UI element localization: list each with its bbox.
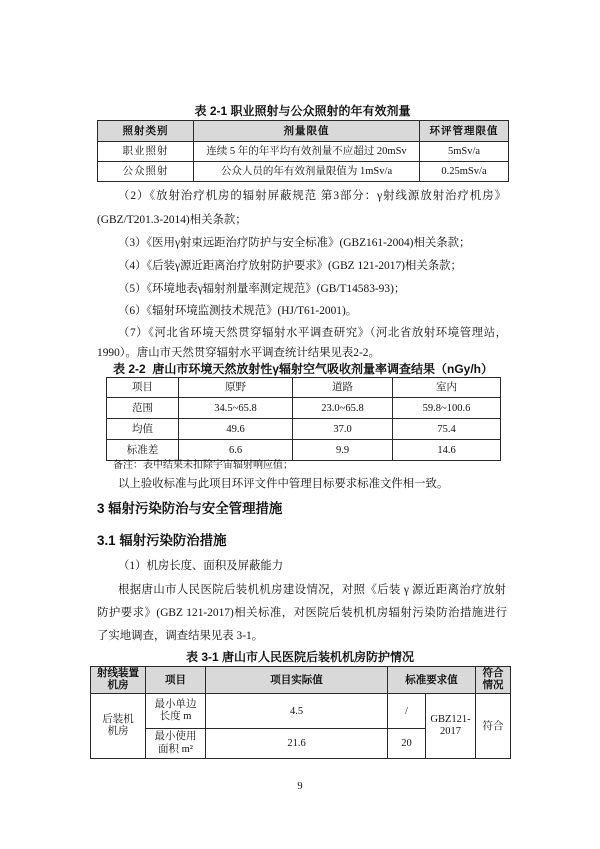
cell-item	[146, 694, 206, 729]
table-row	[98, 142, 509, 162]
header-field: 原野	[179, 378, 293, 398]
cell-item	[146, 729, 206, 759]
header-compliance	[476, 667, 511, 694]
item-1-title: （1）机房长度、面积及屏蔽能力	[118, 560, 284, 572]
cell-compliance: 符合	[476, 694, 511, 759]
cell-eia-limit: 5mSv/a	[420, 142, 509, 162]
header-item: 项目	[107, 378, 179, 398]
reference-line: （5）《环境地表γ辐射剂量率测定规范》(GB/T14583-93)；	[118, 283, 406, 295]
section-3-1-heading: 3.1 辐射污染防治措施	[97, 533, 227, 548]
header-dose-limit: 剂量限值	[194, 121, 420, 142]
header-exposure-category: 照射类别	[98, 121, 194, 142]
table-2-2-body	[107, 378, 501, 461]
table-3-1-body	[91, 667, 511, 759]
table-2-1-caption: 表 2-1 职业照射与公众照射的年有效剂量	[194, 104, 411, 118]
reference-line: （3）《医用γ射束远距治疗防护与安全标准》(GBZ161-2004)相关条款；	[118, 237, 471, 249]
cell-indoor: 59.8~100.6	[393, 398, 501, 419]
paragraph-line: 防护要求》(GBZ 121-2017)相关标准，对医院后装机机房辐射污染防治措施进行	[97, 607, 507, 619]
page-number: 9	[297, 781, 303, 792]
cell-device-room	[91, 694, 146, 759]
cell-item-line: 长度 m	[159, 711, 192, 722]
cell-device-room-line: 机房	[107, 726, 129, 737]
cell-indoor: 14.6	[393, 440, 501, 461]
header-actual-value: 项目实际值	[206, 667, 388, 694]
table-2-1	[97, 120, 509, 182]
section-3-heading: 3 辐射污染防治与安全管理措施	[97, 501, 283, 516]
cell-actual-value: 21.6	[206, 729, 388, 759]
paragraph-line: 根据唐山市人民医院后装机机房建设情况，对照《后装 γ 源近距离治疗放射	[118, 584, 506, 596]
table-3-1-header-row	[91, 667, 511, 694]
cell-indoor: 75.4	[393, 419, 501, 440]
cell-field: 49.6	[179, 419, 293, 440]
table-row	[107, 440, 501, 461]
header-indoor: 室内	[393, 378, 501, 398]
acceptance-statement: 以上验收标准与此项目环评文件中管理目标要求标准文件相一致。	[118, 478, 449, 490]
table-3-1	[90, 666, 511, 759]
cell-standard	[426, 694, 476, 759]
table-2-2	[106, 377, 501, 461]
header-item: 项目	[146, 667, 206, 694]
cell-dose-limit: 连续 5 年的年平均有效剂量不应超过 20mSv	[194, 142, 420, 162]
reference-line: 1990）。唐山市天然贯穿辐射水平调查统计结果见表2-2。	[97, 347, 380, 359]
cell-item-line: 最小使用	[154, 731, 197, 742]
cell-item: 均值	[107, 419, 179, 440]
header-device-room	[91, 667, 146, 694]
cell-road: 23.0~65.8	[293, 398, 393, 419]
header-compliance-line: 情况	[482, 680, 504, 691]
header-road: 道路	[293, 378, 393, 398]
table-3-1-caption: 表 3-1 唐山市人民医院后装机机房防护情况	[185, 650, 414, 664]
cell-road: 37.0	[293, 419, 393, 440]
cell-item: 标准差	[107, 440, 179, 461]
cell-required-value: 20	[388, 729, 426, 759]
reference-line: （4）《后装γ源近距离治疗放射防护要求》(GBZ 121-2017)相关条款；	[118, 260, 462, 272]
table-2-2-header-row	[107, 378, 501, 398]
reference-line: （6）《辐射环境监测技术规范》(HJ/T61-2001)。	[118, 305, 358, 317]
reference-line: （2）《放射治疗机房的辐射屏蔽规范 第3部分：γ射线源放射治疗机房》	[118, 190, 506, 202]
header-device-room-line: 机房	[107, 680, 129, 691]
table-2-1-body	[98, 121, 509, 182]
table-row	[107, 419, 501, 440]
table-row	[91, 694, 511, 729]
header-device-room-line: 射线装置	[97, 667, 139, 679]
reference-line: (GBZ/T201.3-2014)相关条款；	[97, 214, 247, 226]
table-row	[98, 162, 509, 182]
paragraph-line: 了实地调查，调查结果见表 3-1。	[97, 630, 264, 642]
cell-eia-limit: 0.25mSv/a	[420, 162, 509, 182]
header-compliance-line: 符合	[482, 667, 504, 679]
cell-actual-value: 4.5	[206, 694, 388, 729]
cell-dose-limit: 公众人员的年有效剂量限值为 1mSv/a	[194, 162, 420, 182]
cell-field: 34.5~65.8	[179, 398, 293, 419]
table-2-1-header-row	[98, 121, 509, 142]
header-eia-limit: 环评管理限值	[420, 121, 509, 142]
cell-item: 范围	[107, 398, 179, 419]
table-2-2-note: 备注：表中结果未扣除宇宙辐射响应值；	[113, 460, 293, 471]
cell-standard-line: GBZ121-	[430, 713, 471, 725]
cell-exposure-category: 公众照射	[98, 162, 194, 182]
table-row	[107, 398, 501, 419]
cell-item-line: 最小单边	[154, 698, 197, 710]
cell-item-line: 面积 m²	[158, 743, 193, 755]
cell-device-room-line: 后装机	[102, 713, 134, 725]
cell-standard-line: 2017	[440, 726, 461, 737]
cell-road: 9.9	[293, 440, 393, 461]
reference-line: （7）《河北省环境天然贯穿辐射水平调查研究》（河北省放射环境管理站，	[118, 327, 507, 339]
header-standard-value: 标准要求值	[388, 667, 476, 694]
cell-field: 6.6	[179, 440, 293, 461]
table-2-2-caption: 表 2-2 唐山市环境天然放射性γ辐射空气吸收剂量率调查结果（nGy/h）	[112, 362, 494, 376]
cell-exposure-category: 职业照射	[98, 142, 194, 162]
cell-required-value: /	[388, 694, 426, 729]
